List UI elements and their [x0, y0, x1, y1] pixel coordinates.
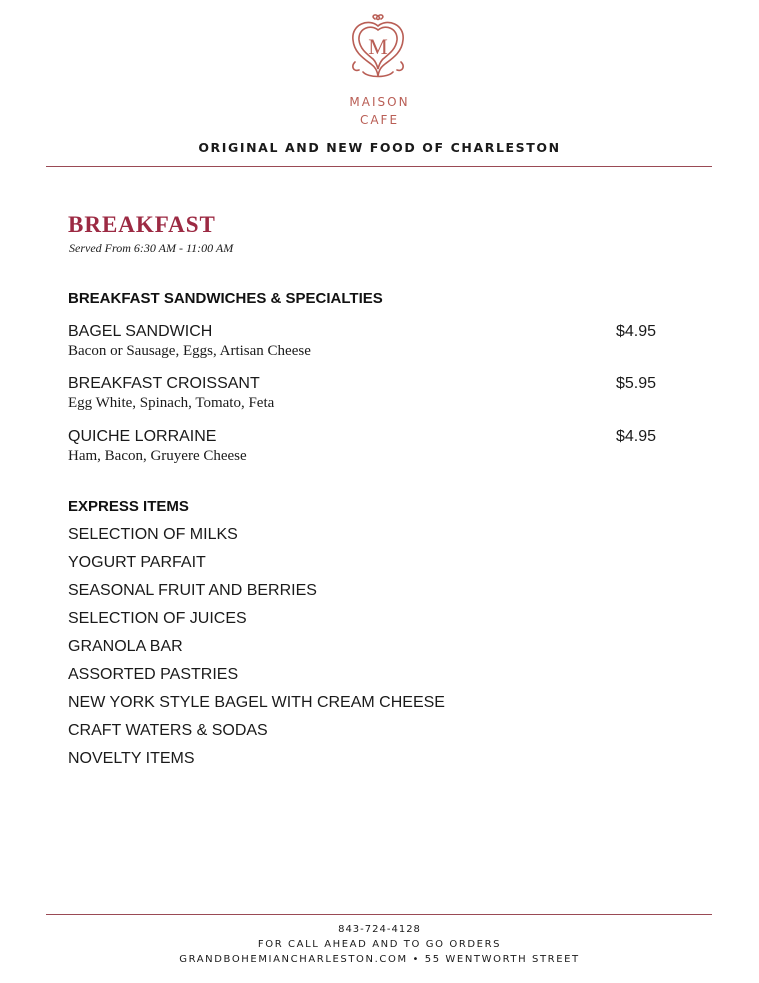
bottom-divider — [46, 914, 712, 915]
list-item: ASSORTED PASTRIES — [68, 666, 239, 683]
tagline: ORIGINAL AND NEW FOOD OF CHARLESTON — [198, 140, 561, 155]
logo-monogram: M — [368, 34, 388, 59]
footer-address: GRANDBOHEMIANCHARLESTON.COM • 55 WENTWORTH STREET — [179, 954, 580, 965]
menu-item-description: Egg White, Spinach, Tomato, Feta — [68, 395, 275, 411]
menu-item-price: $4.95 — [616, 428, 657, 445]
list-item: YOGURT PARFAIT — [68, 554, 206, 571]
menu-item-name: BAGEL SANDWICH — [68, 323, 213, 340]
list-item: SELECTION OF JUICES — [68, 610, 247, 627]
menu-item-price: $5.95 — [616, 375, 657, 392]
menu-item-name: BREAKFAST CROISSANT — [68, 375, 260, 392]
list-item: GRANOLA BAR — [68, 638, 183, 655]
footer-note: FOR CALL AHEAD AND TO GO ORDERS — [257, 939, 502, 950]
menu-item-price: $4.95 — [616, 323, 657, 340]
express-heading: EXPRESS ITEMS — [68, 498, 189, 515]
list-item: CRAFT WATERS & SODAS — [68, 722, 268, 739]
brand-name-line2: CAFE — [359, 113, 400, 127]
list-item: NEW YORK STYLE BAGEL WITH CREAM CHEESE — [68, 694, 445, 711]
menu-item-name: QUICHE LORRAINE — [68, 428, 217, 445]
top-divider — [46, 166, 712, 167]
list-item: NOVELTY ITEMS — [68, 750, 195, 767]
footer-phone: 843-724-4128 — [338, 924, 421, 935]
menu-item-description: Ham, Bacon, Gruyere Cheese — [68, 448, 247, 464]
list-item: SEASONAL FRUIT AND BERRIES — [68, 582, 317, 599]
menu-item-description: Bacon or Sausage, Eggs, Artisan Cheese — [68, 343, 311, 359]
section-title: BREAKFAST — [68, 212, 216, 237]
served-hours: Served From 6:30 AM - 11:00 AM — [69, 241, 234, 255]
list-item: SELECTION OF MILKS — [68, 526, 238, 543]
brand-name-line1: MAISON — [349, 95, 410, 109]
maison-cafe-logo-icon — [341, 10, 415, 84]
sandwiches-heading: BREAKFAST SANDWICHES & SPECIALTIES — [68, 290, 383, 307]
express-items-list — [68, 525, 445, 777]
